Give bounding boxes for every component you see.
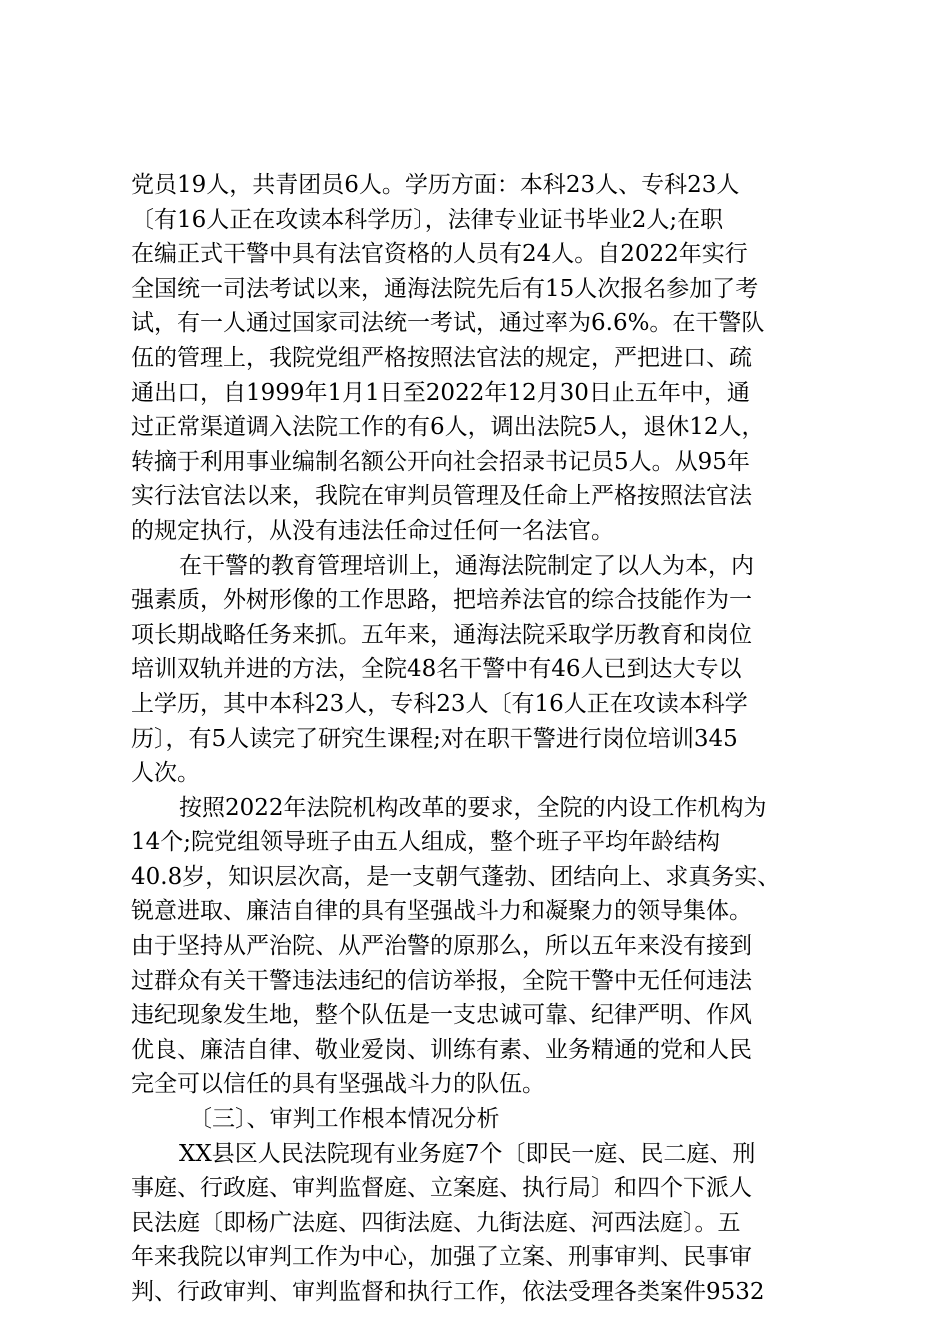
text-line: 试，有一人通过国家司法统一考试，通过率为6.6%。在干警队 <box>131 310 765 337</box>
text-line: 上学历，其中本科23人，专科23人〔有16人正在攻读本科学 <box>131 690 748 717</box>
text-line: 14个;院党组领导班子由五人组成，整个班子平均年龄结构 <box>131 829 721 856</box>
text-line: 锐意进取、廉洁自律的具有坚强战斗力和凝聚力的领导集体。 <box>131 898 752 925</box>
text-line: 事庭、行政庭、审判监督庭、立案庭、执行局〕和四个下派人 <box>131 1175 752 1202</box>
text-line: 全国统一司法考试以来，通海法院先后有15人次报名参加了考 <box>131 275 759 302</box>
document-body <box>131 168 831 1310</box>
paragraph-start-line: 按照2022年法院机构改革的要求，全院的内设工作机构为 <box>179 794 767 821</box>
text-line: 历〕，有5人读完了研究生课程;对在职干警进行岗位培训345 <box>131 725 738 752</box>
text-line: 项长期战略任务来抓。五年来，通海法院采取学历教育和岗位 <box>131 621 752 648</box>
text-line: 转摘于利用事业编制名额公开向社会招录书记员5人。从95年 <box>131 448 750 475</box>
text-line: 伍的管理上，我院党组严格按照法官法的规定，严把进口、疏 <box>131 344 752 371</box>
text-line: 民法庭〔即杨广法庭、四街法庭、九街法庭、河西法庭〕。五 <box>131 1209 741 1236</box>
paragraph-start-line: XX县区人民法院现有业务庭7个〔即民一庭、民二庭、刑 <box>179 1140 756 1167</box>
text-line: 由于坚持从严治院、从严治警的原那么，所以五年来没有接到 <box>131 933 752 960</box>
text-line: 过正常渠道调入法院工作的有6人，调出法院5人，退休12人， <box>131 414 765 441</box>
text-line: 人次。 <box>131 760 200 787</box>
text-line: 在编正式干警中具有法官资格的人员有24人。自2022年实行 <box>131 241 748 268</box>
text-line: 党员19人，共青团员6人。学历方面：本科23人、专科23人 <box>131 172 740 198</box>
text-line: 通出口，自1999年1月1日至2022年12月30日止五年中，通 <box>131 379 750 406</box>
text-line: 优良、廉洁自律、敬业爱岗、训练有素、业务精通的党和人民 <box>131 1036 752 1063</box>
text-line: 判、行政审判、审判监督和执行工作，依法受理各类案件9532 <box>131 1279 765 1305</box>
text-line: 的规定执行，从没有违法任命过任何一名法官。 <box>131 517 614 544</box>
text-line: 〔有16人正在攻读本科学历〕，法律专业证书毕业2人;在职 <box>131 206 724 233</box>
text-line: 完全可以信任的具有坚强战斗力的队伍。 <box>131 1071 545 1098</box>
text-line: 强素质，外树形像的工作思路，把培养法官的综合技能作为一 <box>131 587 752 614</box>
text-line: 过群众有关干警违法违纪的信访举报，全院干警中无任何违法 <box>131 967 752 994</box>
text-line: 40.8岁，知识层次高，是一支朝气蓬勃、团结向上、求真务实、 <box>131 863 781 890</box>
paragraph-start-line: 在干警的教育管理培训上，通海法院制定了以人为本，内 <box>179 552 754 579</box>
text-line: 年来我院以审判工作为中心，加强了立案、刑事审判、民事审 <box>131 1244 752 1271</box>
section-heading: 〔三〕、审判工作根本情况分析 <box>189 1106 500 1133</box>
text-line: 违纪现象发生地，整个队伍是一支忠诚可靠、纪律严明、作风 <box>131 1002 752 1029</box>
text-line: 实行法官法以来，我院在审判员管理及任命上严格按照法官法 <box>131 483 752 510</box>
text-line: 培训双轨并进的方法，全院48名干警中有46人已到达大专以 <box>131 656 742 683</box>
